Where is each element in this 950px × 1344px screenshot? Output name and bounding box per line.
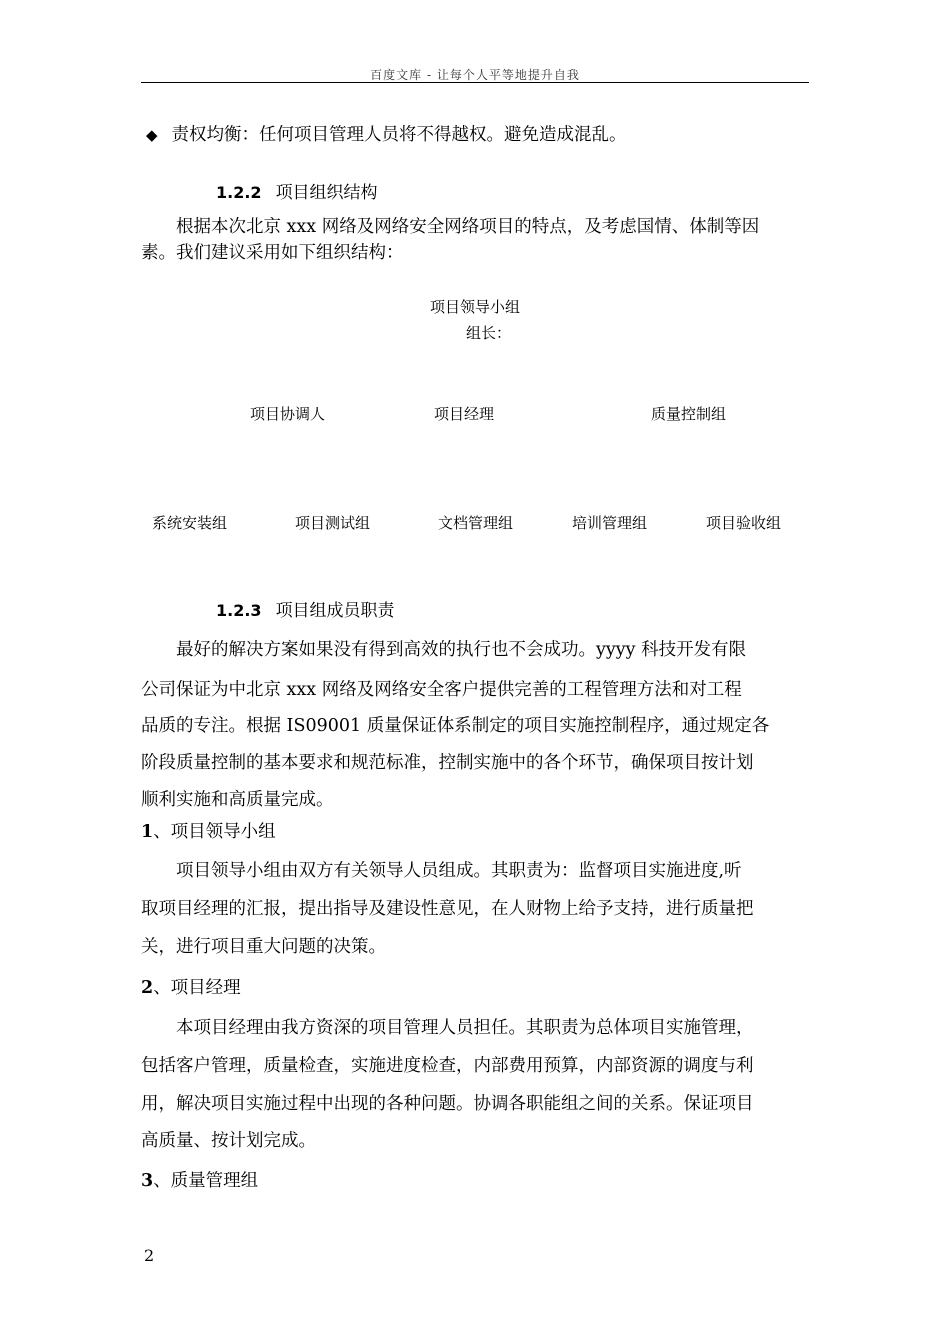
bullet-text: 责权均衡：任何项目管理人员将不得越权。避免造成混乱。 (171, 125, 627, 145)
section-heading-1-2-3 (216, 596, 395, 621)
section-heading-1-2-2 (216, 178, 378, 203)
heading-number: 2 (141, 978, 154, 998)
org-node-leader-group: 项目领导小组 (430, 298, 521, 316)
paragraph-line: 公司保证为中北京 xxx 网络及网络安全客户提供完善的工程管理方法和对工程 (141, 680, 742, 700)
org-node-project-manager: 项目经理 (434, 405, 495, 423)
paragraph-line: 取项目经理的汇报，提出指导及建设性意见，在人财物上给予支持，进行质量把 (141, 899, 754, 919)
org-node-testing: 项目测试组 (295, 514, 371, 532)
section-number: 1.2.3 (216, 601, 262, 620)
paragraph-line: 素。我们建议采用如下组织结构： (141, 243, 404, 263)
heading-title: 、质量管理组 (153, 1171, 259, 1191)
paragraph-line: 项目领导小组由双方有关领导人员组成。其职责为：监督项目实施进度,听 (176, 861, 742, 881)
paragraph-line: 关，进行项目重大问题的决策。 (141, 937, 386, 957)
bullet-item (146, 121, 627, 146)
numbered-heading-2 (141, 974, 241, 999)
org-node-acceptance: 项目验收组 (706, 514, 782, 532)
heading-number: 1 (141, 822, 154, 842)
section-title: 项目组织结构 (275, 183, 378, 203)
paragraph-line: 阶段质量控制的基本要求和规范标准，控制实施中的各个环节，确保项目按计划 (141, 753, 754, 773)
paragraph-line: 顺利实施和高质量完成。 (141, 790, 334, 810)
org-node-documents: 文档管理组 (438, 514, 514, 532)
paragraph-line: 品质的专注。根据 IS09001 质量保证体系制定的项目实施控制程序，通过规定各 (141, 716, 770, 736)
numbered-heading-3 (141, 1167, 258, 1192)
heading-number: 3 (141, 1171, 154, 1191)
org-node-install: 系统安装组 (152, 514, 228, 532)
section-title: 项目组成员职责 (275, 601, 395, 621)
header-rule (141, 82, 809, 83)
org-leader-label: 组长： (466, 324, 512, 342)
org-node-quality-control: 质量控制组 (651, 405, 727, 423)
paragraph-line: 包括客户管理，质量检查，实施进度检查，内部费用预算，内部资源的调度与利 (141, 1056, 754, 1076)
page-header: 百度文库 - 让每个人平等地提升自我 (370, 68, 580, 82)
paragraph-line: 根据本次北京 xxx 网络及网络安全网络项目的特点，及考虑国情、体制等因 (176, 217, 760, 237)
heading-title: 、项目经理 (153, 978, 241, 998)
org-node-training: 培训管理组 (572, 514, 648, 532)
paragraph-line: 本项目经理由我方资深的项目管理人员担任。其职责为总体项目实施管理， (176, 1018, 754, 1038)
org-node-coordinator: 项目协调人 (250, 405, 326, 423)
paragraph-line: 用，解决项目实施过程中出现的各种问题。协调各职能组之间的关系。保证项目 (141, 1094, 754, 1114)
numbered-heading-1 (141, 818, 276, 843)
heading-title: 、项目领导小组 (153, 822, 276, 842)
section-number: 1.2.2 (216, 183, 262, 202)
paragraph-line: 最好的解决方案如果没有得到高效的执行也不会成功。yyyy 科技开发有限 (176, 640, 747, 660)
page-number: 2 (144, 1246, 155, 1265)
diamond-bullet-icon: ◆ (146, 126, 158, 144)
paragraph-line: 高质量、按计划完成。 (141, 1131, 316, 1151)
